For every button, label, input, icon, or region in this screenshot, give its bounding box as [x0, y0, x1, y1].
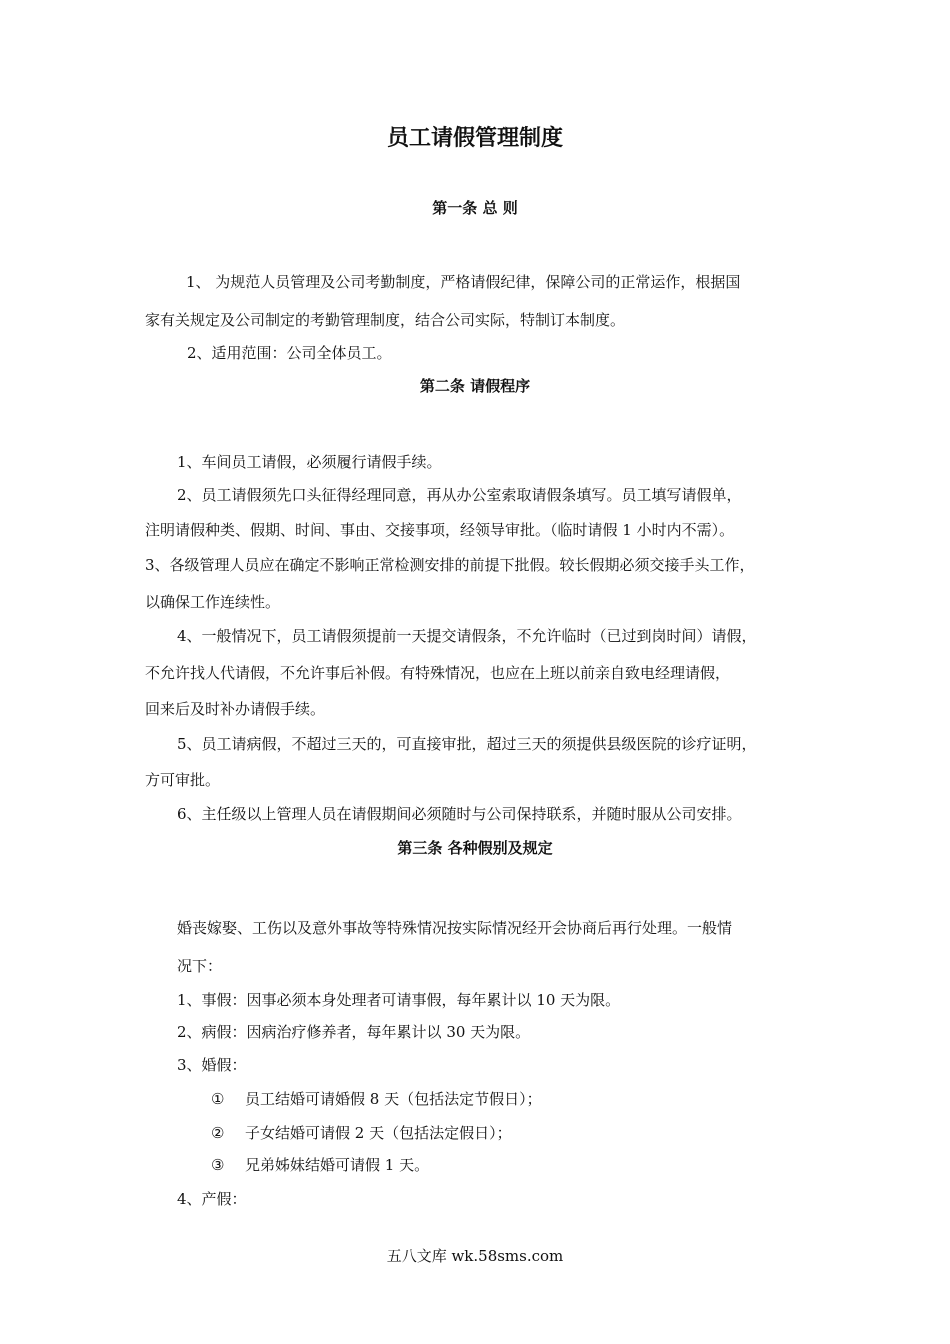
list-item-text: 员工结婚可请婚假 8 天（包括法定节假日）； [245, 1090, 542, 1108]
paragraph: 以确保工作连续性。 [145, 593, 281, 611]
paragraph: 注明请假种类、假期、时间、事由、交接事项，经领导审批。（临时请假 1 小时内不需）。 [145, 521, 735, 539]
section-1-heading: 第一条 总 则 [432, 199, 518, 217]
list-marker: ③ [211, 1156, 225, 1174]
list-item-text: 兄弟姊妹结婚可请假 1 天。 [245, 1156, 430, 1174]
paragraph: 2、病假：因病治疗修养者，每年累计以 30 天为限。 [177, 1023, 531, 1041]
paragraph: 婚丧嫁娶、工伤以及意外事故等特殊情况按实际情况经开会协商后再行处理。一般情 [177, 919, 733, 937]
paragraph: 1、 为规范人员管理及公司考勤制度，严格请假纪律，保障公司的正常运作，根据国 [186, 273, 741, 291]
list-marker: ① [211, 1090, 225, 1108]
list-marker: ② [211, 1124, 225, 1142]
footer-watermark: 五八文库 wk.58sms.com [386, 1247, 564, 1265]
paragraph: 2、适用范围：公司全体员工。 [187, 344, 392, 362]
list-item [211, 1123, 512, 1143]
paragraph: 1、车间员工请假，必须履行请假手续。 [177, 453, 442, 471]
list-item [211, 1089, 542, 1109]
paragraph: 4、一般情况下，员工请假须提前一天提交请假条，不允许临时（已过到岗时间）请假， [177, 627, 757, 645]
section-3-heading: 第三条 各种假别及规定 [397, 839, 553, 857]
paragraph: 5、员工请病假，不超过三天的，可直接审批，超过三天的须提供县级医院的诊疗证明， [177, 735, 757, 753]
paragraph: 3、各级管理人员应在确定不影响正常检测安排的前提下批假。较长假期必须交接手头工作， [145, 556, 755, 574]
page-title: 员工请假管理制度 [386, 125, 563, 151]
paragraph: 4、产假： [177, 1190, 247, 1208]
paragraph: 6、主任级以上管理人员在请假期间必须随时与公司保持联系，并随时服从公司安排。 [177, 805, 742, 823]
paragraph: 2、员工请假须先口头征得经理同意，再从办公室索取请假条填写。员工填写请假单， [177, 486, 742, 504]
paragraph: 3、婚假： [177, 1056, 247, 1074]
section-2-heading: 第二条 请假程序 [419, 377, 531, 395]
list-item [211, 1155, 429, 1175]
paragraph: 不允许找人代请假，不允许事后补假。有特殊情况，也应在上班以前亲自致电经理请假， [145, 664, 731, 682]
paragraph: 1、事假：因事必须本身处理者可请事假，每年累计以 10 天为限。 [177, 991, 621, 1009]
paragraph: 况下： [177, 957, 223, 975]
paragraph: 回来后及时补办请假手续。 [145, 700, 326, 718]
paragraph: 家有关规定及公司制定的考勤管理制度，结合公司实际，特制订本制度。 [145, 311, 626, 329]
list-item-text: 子女结婚可请假 2 天（包括法定假日）； [245, 1124, 512, 1142]
paragraph: 方可审批。 [145, 771, 221, 789]
